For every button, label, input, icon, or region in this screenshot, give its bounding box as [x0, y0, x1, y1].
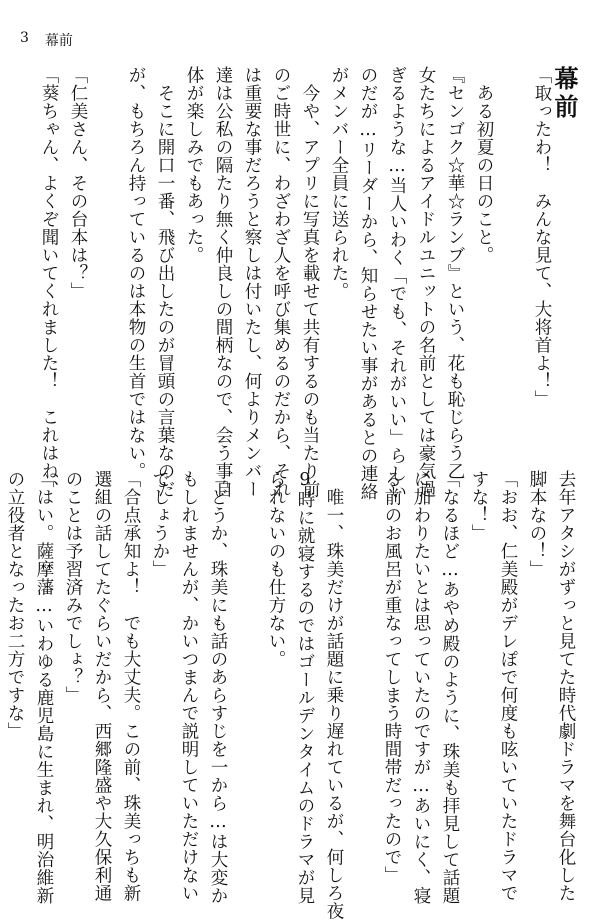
text-line: は重要な事だろうと察しは付いたし、何よりメンバー: [242, 66, 262, 498]
text-line: の立役者となったお二方ですな」: [5, 470, 25, 740]
text-line: ある初夏の日のこと。: [474, 66, 494, 264]
text-line: [498, 66, 527, 67]
text-line: そこに開口一番、飛び出したのが冒頭の言葉なのだ: [155, 66, 175, 498]
text-line: 体が楽しみでもあった。: [184, 66, 204, 264]
text-line: 唯一、珠美だけが話題に乗り遅れているが、何しろ夜: [324, 470, 344, 920]
text-line: 達は公私の隔たり無く仲良しの間柄なので、会う事自: [213, 66, 233, 498]
text-line: に加わりたいとは思っていたのですが…あいにく、寝: [411, 470, 431, 905]
text-line: [232, 470, 261, 471]
text-line: 「おお、仁美殿がデレぽで何度も呟いていたドラマで: [498, 470, 518, 902]
text-line: [348, 470, 377, 471]
text-line: 「葵ちゃん、よくぞ聞いてくれました！ これはね、: [39, 66, 59, 498]
text-line: もしれませんが、かいつまんで説明していただけない: [179, 470, 199, 902]
chapter-title: 幕前: [550, 66, 578, 122]
text-line: 今や、アプリに写真を載せて共有するのも当たり前: [300, 66, 320, 498]
text-line: られないのも仕方ない。: [266, 470, 286, 668]
text-line: 「取ったわ！ みんな見て、大将首よ！」: [532, 66, 552, 408]
page-header: [20, 30, 73, 50]
text-line: 「どうか、珠美にも話のあらすじを一から…は大変か: [208, 470, 228, 905]
text-line: る前のお風呂が重なってしまう時間帯だったので」: [382, 470, 402, 884]
text-line: 去年アタシがずっと見てた時代劇ドラマを舞台化した: [556, 470, 576, 902]
text-line: すな！」: [469, 470, 489, 542]
text-line: 選組の話してたぐらいだから、西郷隆盛や大久保利通: [92, 470, 112, 902]
text-line: が、もちろん持っているのは本物の生首ではない。: [126, 66, 146, 480]
text-line: でしょうか」: [150, 470, 170, 578]
text-line: のだが…リーダーから、知らせたい事があるとの連絡: [358, 66, 378, 501]
text-line: 「なるほど…あやめ殿のように、珠美も拝見して話題: [440, 470, 460, 905]
text-line: 「はい。薩摩藩…いわゆる鹿児島に生まれ、明治維新: [34, 470, 54, 905]
text-line: 「仁美さん、その台本は？」: [68, 66, 88, 300]
text-line: [92, 66, 121, 67]
text-block-bottom: [0, 470, 580, 920]
text-line: 「合点承知よ！ でも大丈夫。この前、珠美っちも新: [121, 470, 141, 902]
text-block-top: [34, 66, 556, 501]
text-line: 『センゴク☆華☆ランブ』という、花も恥じらう乙: [445, 66, 465, 480]
text-line: ぎるような…当人いわく「でも、それがいい」らしい: [387, 66, 407, 501]
text-line: のことは予習済みでしょ？」: [63, 470, 83, 704]
text-line: 女たちによるアイドルユニットの名前としては豪気過: [416, 66, 436, 498]
text-line: がメンバー全員に送られた。: [329, 66, 349, 300]
chapter-name: 幕前: [44, 33, 73, 49]
text-line: のご時世に、わざわざ人を呼び集めるのだから、それ: [271, 66, 291, 498]
page-number: 3: [20, 30, 29, 46]
text-line: 9時に就寝するのではゴールデンタイムのドラマが見: [295, 470, 315, 905]
text-line: 脚本なの！」: [527, 470, 547, 578]
